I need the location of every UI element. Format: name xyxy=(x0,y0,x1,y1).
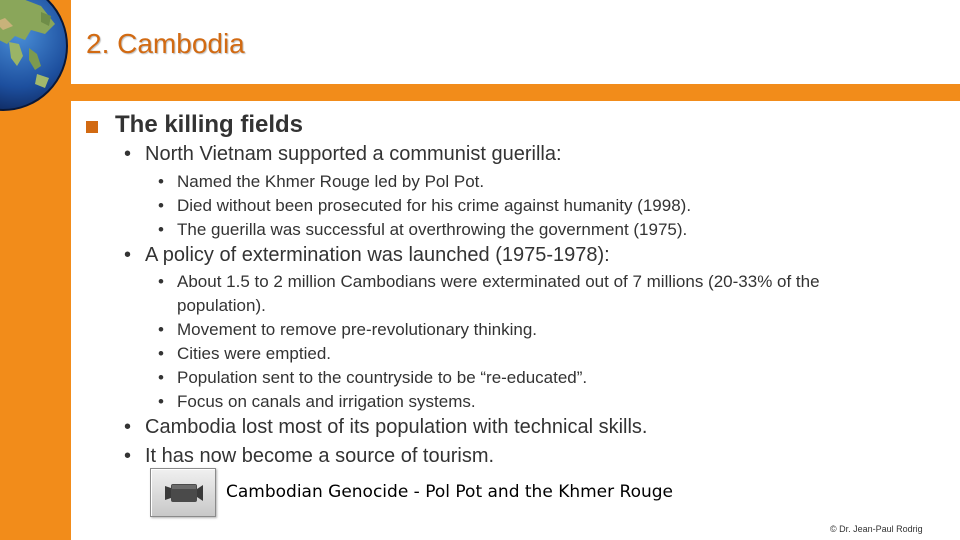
sub-bullet-item xyxy=(158,220,687,240)
bullet-dot: • xyxy=(158,320,164,339)
sub-bullet-item xyxy=(158,320,537,340)
bullet-dot: • xyxy=(124,416,132,438)
sub-bullet-item xyxy=(158,392,476,412)
bullet-text: A policy of extermination was launched (1975-1978): xyxy=(145,244,610,266)
bullet-text: It has now become a source of tourism. xyxy=(145,445,495,467)
sub-bullet-continuation xyxy=(158,296,266,316)
sub-bullet-text: Focus on canals and irrigation systems. xyxy=(177,392,476,411)
slide-title: 2. Cambodia xyxy=(86,28,245,59)
bullet-item xyxy=(124,416,647,439)
bullet-text: Cambodia lost most of its population with technical skills. xyxy=(145,416,648,438)
bullet-dot: • xyxy=(158,344,164,363)
sub-bullet-text: About 1.5 to 2 million Cambodians were exterminated out of 7 millions (20-33% of the xyxy=(177,272,820,291)
sub-bullet-text: population). xyxy=(177,296,266,315)
bullet-item xyxy=(124,445,494,468)
bullet-dot: • xyxy=(158,220,164,239)
bullet-item xyxy=(124,143,562,166)
sub-bullet-text: Population sent to the countryside to be “re-educated”. xyxy=(177,368,588,387)
sub-bullet-item xyxy=(158,196,691,216)
bullet-dot: • xyxy=(124,143,132,165)
sub-bullet-item xyxy=(158,272,820,292)
sub-bullet-text: Named the Khmer Rouge led by Pol Pot. xyxy=(177,172,485,191)
video-play-button[interactable] xyxy=(150,468,216,517)
sub-bullet-item xyxy=(158,368,587,388)
sub-bullet-item xyxy=(158,344,331,364)
section-heading: The killing fields xyxy=(115,111,304,138)
sub-bullet-text: Movement to remove pre-revolutionary thinking. xyxy=(177,320,537,339)
bullet-dot: • xyxy=(158,272,164,291)
bullet-dot: • xyxy=(124,445,132,467)
bullet-dot: • xyxy=(124,244,132,266)
sub-bullet-text: The guerilla was successful at overthrowing the government (1975). xyxy=(177,220,688,239)
sub-bullet-text: Died without been prosecuted for his crime against humanity (1998). xyxy=(177,196,692,215)
bullet-dot: • xyxy=(158,172,164,191)
bullet-item xyxy=(124,244,610,267)
globe-logo xyxy=(0,0,71,112)
video-camera-icon xyxy=(165,482,203,504)
heading-bullet xyxy=(86,110,303,140)
bullet-dot: • xyxy=(158,196,164,215)
sub-bullet-text: Cities were emptied. xyxy=(177,344,332,363)
copyright-notice: © Dr. Jean-Paul Rodrig xyxy=(830,524,923,534)
square-bullet-icon xyxy=(86,121,98,133)
bullet-dot: • xyxy=(158,368,164,387)
title-rule xyxy=(71,84,960,101)
video-link[interactable]: Cambodian Genocide - Pol Pot and the Khmer Rouge xyxy=(226,482,674,502)
bullet-dot: • xyxy=(158,392,164,411)
bullet-text: North Vietnam supported a communist guerilla: xyxy=(145,143,562,165)
sub-bullet-item xyxy=(158,172,484,192)
